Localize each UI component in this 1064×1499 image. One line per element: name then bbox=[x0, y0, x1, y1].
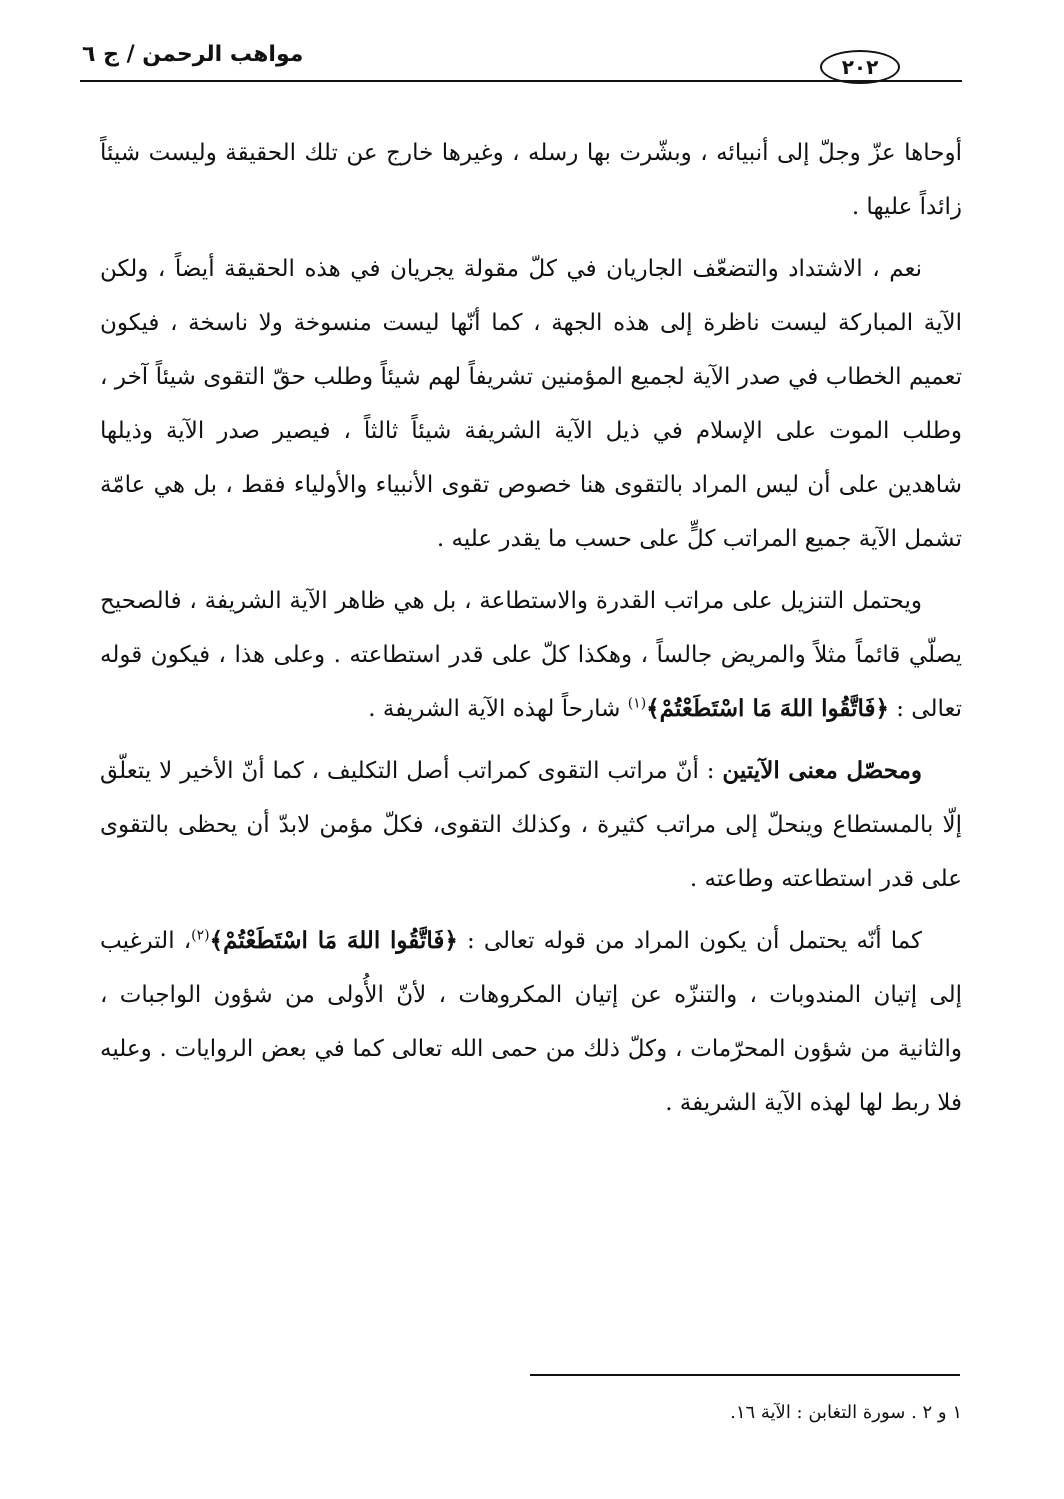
quran-verse: ﴿فَاتَّقُوا اللهَ مَا اسْتَطَعْتُمْ﴾ bbox=[209, 927, 458, 954]
paragraph-5 bbox=[100, 914, 962, 1130]
paragraph-2: نعم ، الاشتداد والتضعّف الجاريان في كلّ مقولة يجريان في هذه الحقيقة أيضاً ، ولكن الآية المباركة ليست ناظرة إلى هذه الجهة ، كما أنّها ليست منسوخة ولا ناسخة ، فيكون تعميم الخطاب في صدر الآية لجميع المؤمنين تشريفاً لهم شيئاً وطلب حقّ التقوى شيئاً آخر ، وطلب الموت على الإسلام في ذيل الآية الشريفة شيئاً ثالثاً ، فيصير صدر الآية وذيلها شاهدين على أن ليس المراد بالتقوى هنا خصوص تقوى الأنبياء والأولياء فقط ، بل هي عامّة تشمل الآية جميع المراتب كلٍّ على حسب ما يقدر عليه . bbox=[100, 256, 962, 552]
paragraph-4-lead: ومحصّل معنى الآيتين bbox=[722, 757, 923, 784]
paragraph-5-text-after: ، الترغيب إلى إتيان المندوبات ، والتنزّه عن إتيان المكروهات ، لأنّ الأُولى من شؤون الواجبات ، والثانية من شؤون المحرّمات ، وكلّ ذلك من حمى الله تعالى كما في بعض الروايات . وعليه فلا ربط لها لهذه الآية الشريفة . bbox=[100, 928, 962, 1116]
footnote-mark-2: (٢) bbox=[191, 927, 210, 944]
paragraph-3-text-before: ويحتمل التنزيل على مراتب القدرة والاستطاعة ، بل هي ظاهر الآية الشريفة ، فالصحيح يصلّي قائماً مثلاً والمريض جالساً ، وهكذا كلّ على قدر استطاعته . وعلى هذا ، فيكون قوله تعالى : bbox=[100, 588, 962, 722]
header-rule bbox=[80, 80, 962, 82]
paragraph-4-text: : أنّ مراتب التقوى كمراتب أصل التكليف ، كما أنّ الأخير لا يتعلّق إلّا بالمستطاع وينحلّ إلى مراتب كثيرة ، وكذلك التقوى، فكلّ مؤمن لابدّ أن يحظى بالتقوى على قدر استطاعته وطاعته . bbox=[100, 758, 962, 892]
paragraph-3-text-after: شارحاً لهذه الآية الشريفة . bbox=[368, 696, 621, 722]
paragraph-1: أوحاها عزّ وجلّ إلى أنبيائه ، وبشّرت بها رسله ، وغيرها خارج عن تلك الحقيقة وليست شيئاً زائداً عليها . bbox=[100, 140, 962, 220]
paragraph-5-text-before: كما أنّه يحتمل أن يكون المراد من قوله تعالى : bbox=[466, 928, 922, 954]
footnote-rule bbox=[530, 1374, 960, 1376]
footnote: ١ و ٢ . سورة التغابن : الآية ١٦. bbox=[730, 1402, 962, 1423]
quran-verse: ﴿فَاتَّقُوا اللهَ مَا اسْتَطَعْتُمْ﴾ bbox=[646, 695, 889, 722]
paragraph-3 bbox=[100, 574, 962, 736]
paragraph-4 bbox=[100, 744, 962, 906]
body-text bbox=[100, 126, 962, 1138]
page-number: ٢٠٢ bbox=[820, 50, 900, 84]
footnote-mark-1: (١) bbox=[627, 695, 647, 712]
running-title: مواهب الرحمن / ج ٦ bbox=[82, 42, 304, 67]
